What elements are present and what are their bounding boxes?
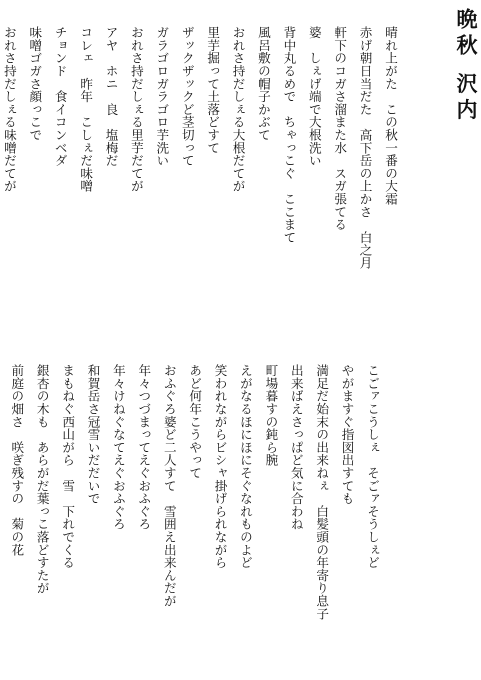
poem-line: おれさ持だしぇる味噌だてが	[1, 26, 17, 193]
poem-line: ガラゴロガラゴロ芋洗い	[154, 26, 170, 167]
poem-line: あど何年こうやって	[187, 364, 203, 480]
poem-line: えがなるほにほにそぐなれものよど	[237, 364, 253, 569]
poem-line: 背中丸るめで ちゃっこぐ ここまて	[281, 26, 297, 244]
poem-stanza-2	[0, 364, 385, 664]
poem-title: 晩秋 沢内	[454, 8, 479, 125]
poem-line: 町場暮すの鈍ら腕	[263, 364, 279, 467]
poem-line: おふぐろ婆ど二人すて 雪囲え出来んだが	[161, 364, 177, 608]
poem-line: 前庭の畑さ 咲ぎ残すの 菊の花	[9, 364, 25, 556]
poem-line: コレェ 昨年 こしぇだ味噌	[78, 26, 94, 193]
poem-line: 年々けねぐなてえぐおふぐろ	[110, 364, 126, 531]
poem-line: 里芋掘って土落どすて	[205, 26, 221, 154]
poem-line: 風呂敷の帽子かぶて	[255, 26, 271, 142]
poem-line: 味噌ゴガさ顔っこで	[27, 26, 43, 142]
poem-line: 婆 しぇげ端で大根洗い	[306, 26, 322, 167]
poem-line: やがますぐ指図出すても	[339, 364, 355, 505]
poem-line: アヤ ホニ 良 塩梅だ	[103, 26, 119, 167]
poem-line: 和賀岳さ冠雪いだだいで	[85, 364, 101, 505]
poem-line: チョンド 食イコンベダ	[52, 26, 68, 167]
poem-line	[0, 364, 4, 664]
poem-line: まもねぐ西山がら 雪 下れでくる	[60, 364, 76, 569]
poem-line: 笑われながらビシャ掛げられながら	[212, 364, 228, 569]
poem-line: おれさ持だしぇる大根だてが	[230, 26, 246, 193]
poem-line: 出来ばえさっぱど気に合わね	[288, 364, 304, 531]
poem-line: 銀杏の木も あらがだ葉っこ落どすたが	[34, 364, 50, 595]
poem-line: 軒下のコガさ溜また水 スガ張てる	[332, 26, 348, 231]
poem-line: 年々つづまってえぐおふぐろ	[136, 364, 152, 531]
poem-line: こごァこうしぇ そごァそうしぇど	[365, 364, 380, 569]
poem-line: おれさ持だしぇる里芋だてが	[128, 26, 144, 193]
poem-line: ザックザックど茎切って	[179, 26, 195, 167]
poem-line: 晴れ上がた この秋一番の大霜	[383, 26, 398, 206]
poem-line: 赤げ朝日当だた 高下岳の上かさ 白之月	[357, 26, 373, 270]
poem-line: 満足だ始末の出来ねぇ 白髪頭の年寄り息子	[314, 364, 330, 620]
